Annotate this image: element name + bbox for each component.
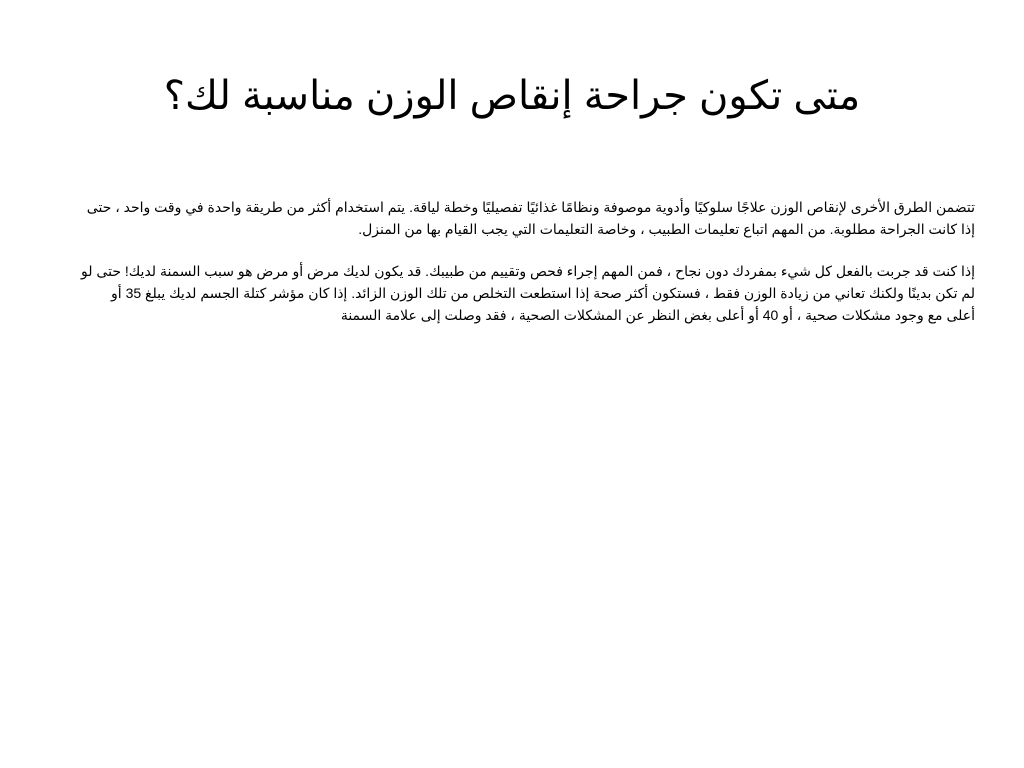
slide-title: متى تكون جراحة إنقاص الوزن مناسبة لك؟ [163,74,861,118]
body-paragraph-1: تتضمن الطرق الأخرى لإنقاص الوزن علاجًا سلوكيًا وأدوية موصوفة ونظامًا غذائيًا تفصيليًا وخطة لياقة. يتم استخدام أكثر من طريقة واحدة في وقت واحد ، حتى إذا كانت الجراحة مطلوبة. من المهم اتباع تعليمات الطبيب ، وخاصة التعليمات التي يجب القيام بها من المنزل. [86,199,975,237]
slide-body [80,196,975,346]
body-paragraph-2: إذا كنت قد جربت بالفعل كل شيء بمفردك دون نجاح ، فمن المهم إجراء فحص وتقييم من طبيبك. قد يكون لديك مرض أو مرض هو سبب السمنة لديك! حتى لو لم تكن بدينًا ولكنك تعاني من زيادة الوزن فقط ، فستكون أكثر صحة إذا استطعت التخلص من تلك الوزن الزائد. إذا كان مؤشر كتلة الجسم لديك يبلغ 35 أو أعلى مع وجود مشكلات صحية ، أو 40 أو أعلى بغض النظر عن المشكلات الصحية ، فقد وصلت إلى علامة السمنة [81,263,975,323]
